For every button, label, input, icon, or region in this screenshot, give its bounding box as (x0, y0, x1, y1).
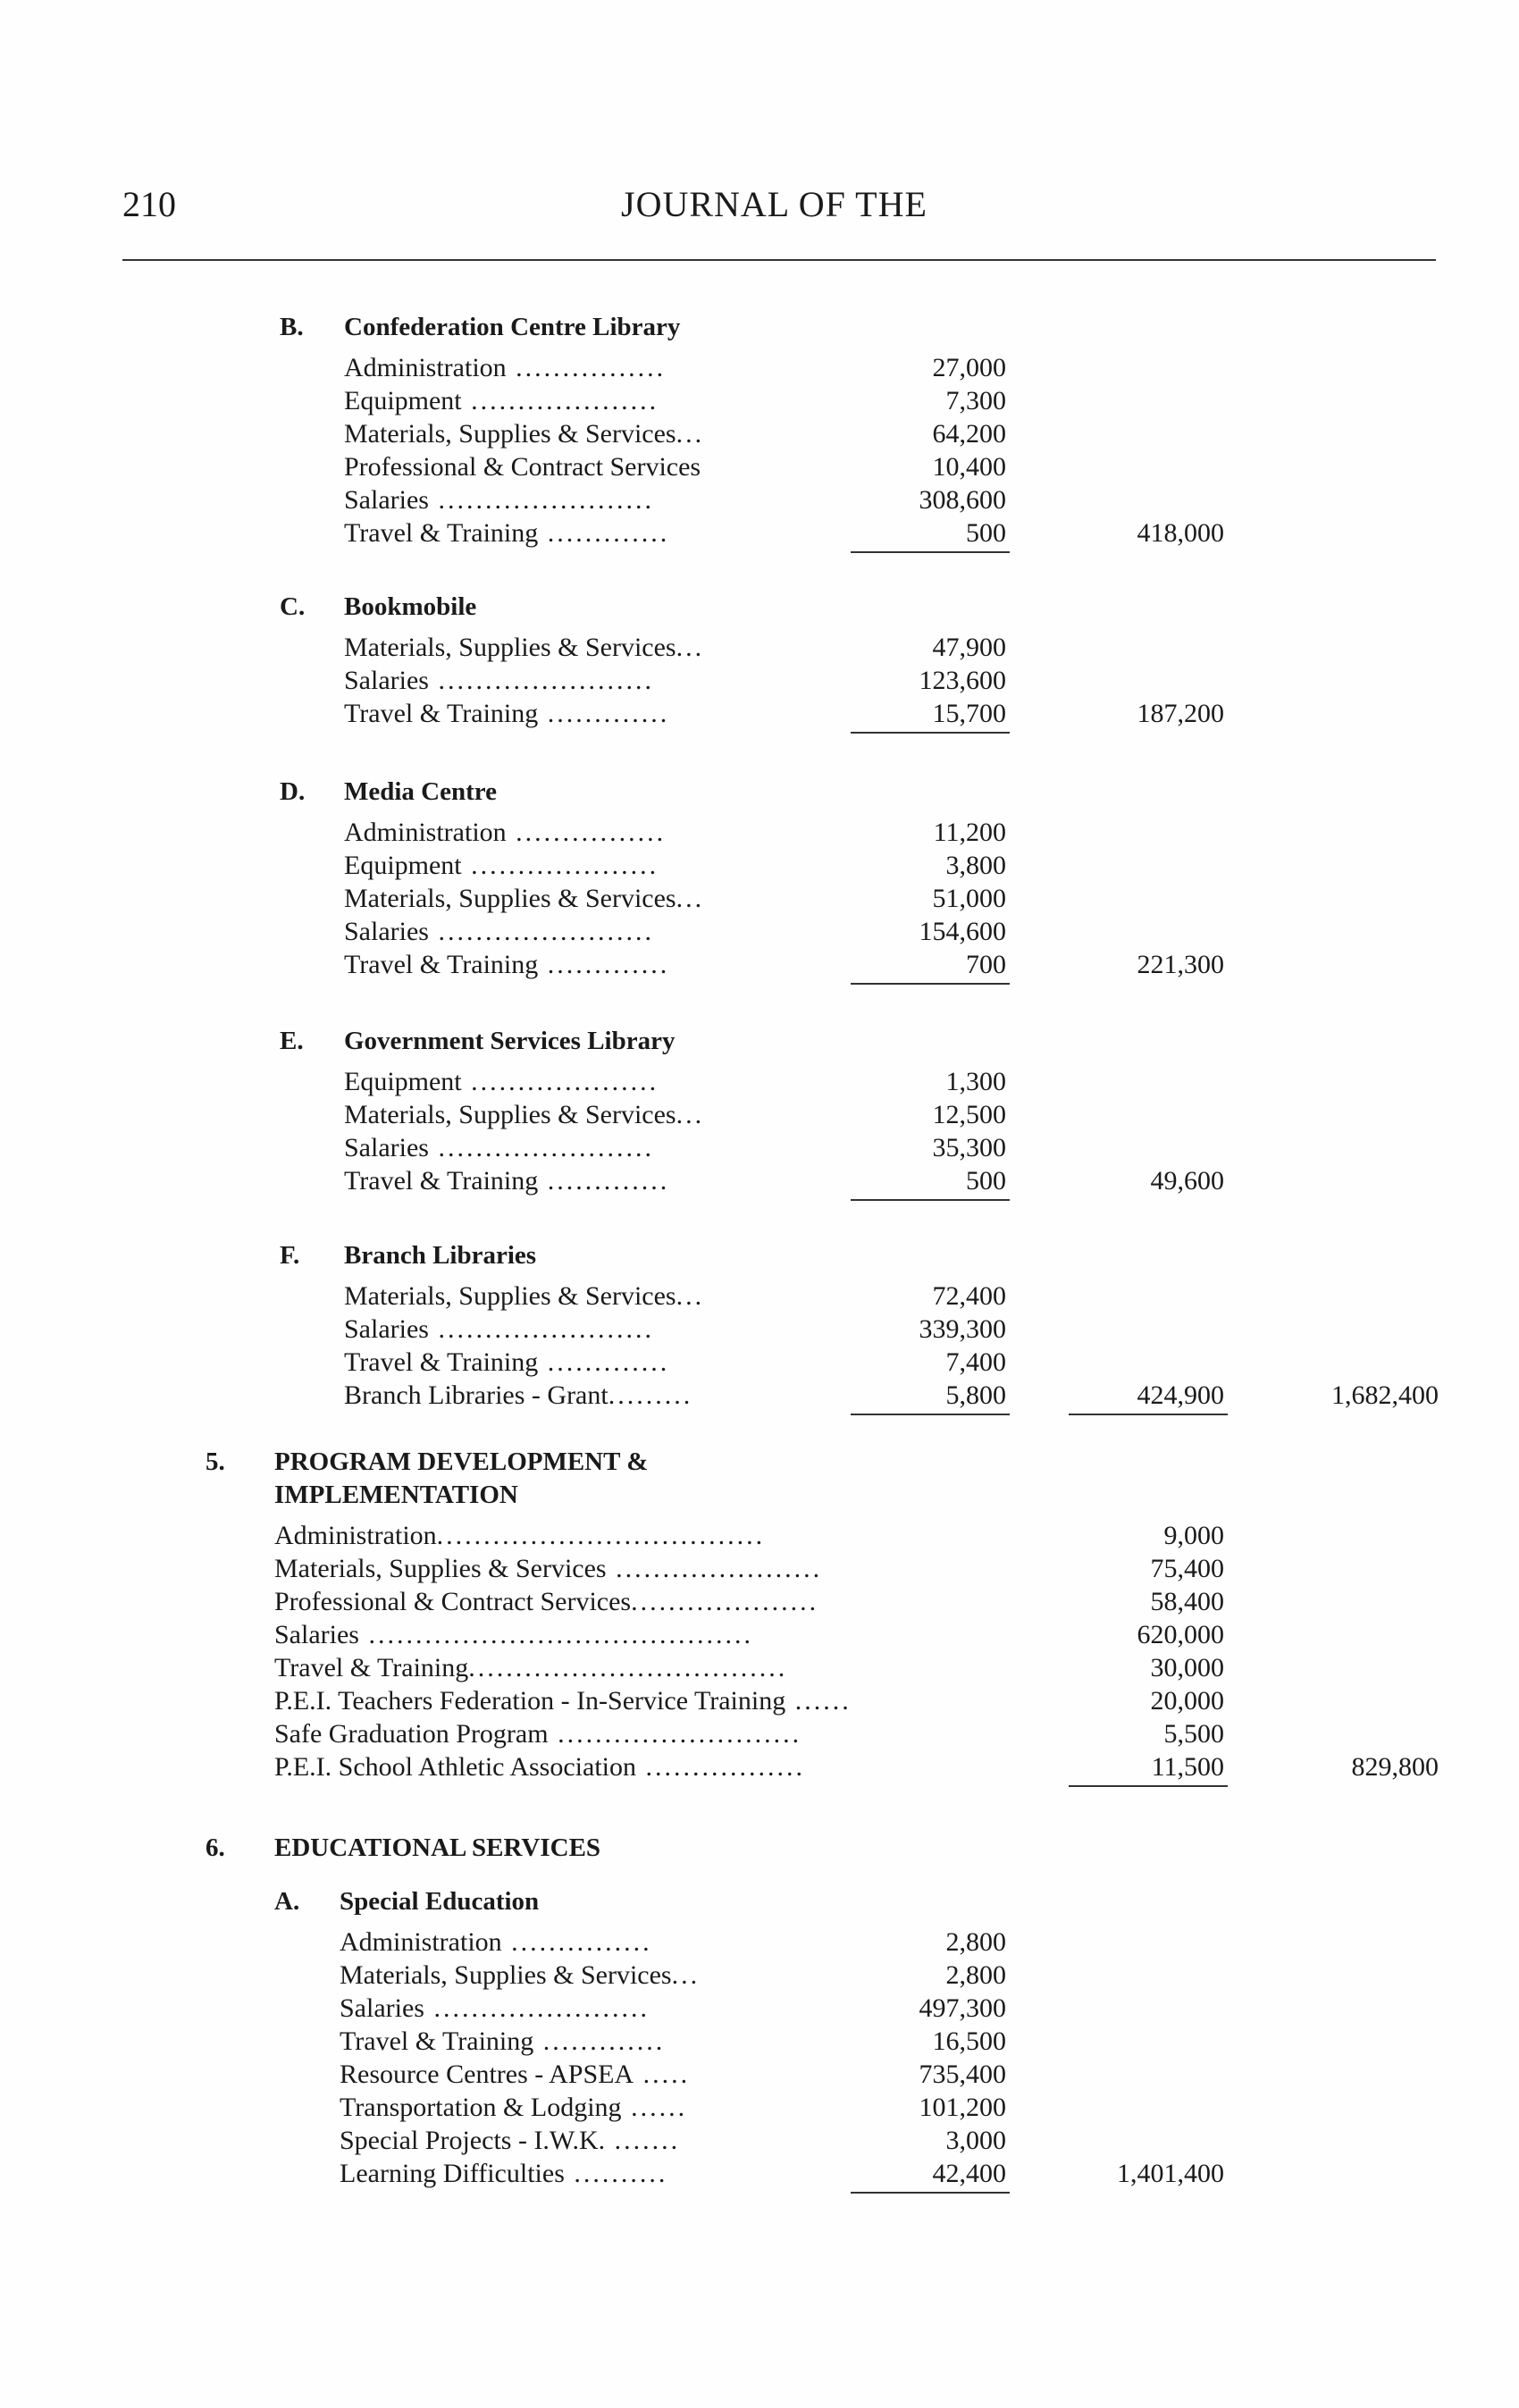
item-amount: 339,300 (919, 1314, 1006, 1344)
table-row (0, 1832, 1519, 1865)
table-row (0, 1098, 1519, 1131)
section-subtotal: 49,600 (1150, 1166, 1224, 1196)
subtotal-rule (851, 1199, 1010, 1201)
item-label-text: Travel & Training (344, 518, 539, 548)
table-row (0, 1885, 1519, 1918)
item-amount: 35,300 (932, 1133, 1006, 1162)
table-row (0, 1651, 1519, 1684)
subtotal-rule (1069, 1785, 1228, 1787)
item-amount: 500 (966, 1166, 1006, 1196)
item-label-text: Equipment (344, 386, 462, 415)
item-label (344, 1131, 782, 1164)
item-amount: 75,400 (1150, 1554, 1224, 1583)
table-row (0, 1379, 1519, 1412)
section-heading (0, 591, 1519, 624)
leader-dots: ............. (538, 950, 670, 979)
table-row (0, 1926, 1519, 1959)
item-label-text: Salaries (340, 1993, 424, 2023)
table-row (0, 816, 1519, 849)
leader-dots: ... (676, 884, 705, 913)
table-row (0, 450, 1519, 483)
section-title: EDUCATIONAL SERVICES (274, 1833, 601, 1862)
leader-dots: ............. (533, 2026, 666, 2056)
table-row (0, 1585, 1519, 1618)
item-label (344, 384, 782, 417)
item-label (274, 1717, 1007, 1750)
item-label (344, 351, 782, 384)
table-row (0, 384, 1519, 417)
group-total: 1,682,400 (1331, 1380, 1439, 1410)
item-label-text: Materials, Supplies & Services (340, 1960, 672, 1990)
table-row (0, 2124, 1519, 2157)
item-amount: 123,600 (919, 666, 1006, 695)
item-label (344, 882, 782, 915)
table-row (0, 1280, 1519, 1313)
section-title: Government Services Library (344, 1027, 676, 1055)
item-label-text: Special Projects - I.W.K. (340, 2126, 606, 2155)
item-label (344, 1098, 782, 1131)
leader-dots: .................... (631, 1587, 819, 1616)
table-row (0, 1131, 1519, 1164)
section-letter: A. (274, 1887, 300, 1916)
item-label (344, 1280, 782, 1313)
item-label (340, 1926, 782, 1959)
leader-dots: ... (676, 1100, 705, 1129)
item-label (344, 1065, 782, 1098)
table-row (0, 697, 1519, 730)
item-label-text: Administration (340, 1927, 502, 1957)
table-row (0, 1479, 1519, 1512)
leader-dots: ................. (636, 1752, 805, 1782)
item-amount: 101,200 (919, 2093, 1006, 2122)
item-label-text: Transportation & Lodging (340, 2093, 622, 2122)
leader-dots: ............. (538, 699, 670, 728)
item-amount: 3,800 (945, 851, 1006, 880)
item-label (340, 2124, 782, 2157)
item-label (344, 849, 782, 882)
item-label-text: Materials, Supplies & Services (344, 633, 676, 662)
item-label-text: Travel & Training (344, 1347, 539, 1377)
item-label (344, 483, 782, 516)
section-heading (0, 776, 1519, 809)
group-total: 829,800 (1351, 1752, 1439, 1782)
item-label-text: Salaries (344, 485, 429, 515)
subtotal-rule (851, 2192, 1010, 2194)
item-amount: 5,500 (1163, 1719, 1224, 1749)
item-amount: 64,200 (932, 419, 1006, 449)
item-label-text: Materials, Supplies & Services (344, 884, 676, 913)
leader-dots: ......... (608, 1380, 693, 1410)
table-row (0, 2058, 1519, 2091)
table-row (0, 2157, 1519, 2190)
item-label-text: Administration (344, 353, 507, 382)
page-number: 210 (122, 184, 176, 224)
item-label-text: Travel & Training (344, 1166, 539, 1196)
item-label (344, 664, 782, 697)
section-heading (0, 1025, 1519, 1058)
table-row (0, 1684, 1519, 1717)
leader-dots: ............. (538, 518, 670, 548)
header-rule (122, 259, 1436, 261)
table-row (0, 664, 1519, 697)
item-amount: 700 (966, 950, 1006, 979)
subtotal-rule (851, 983, 1010, 985)
item-label-text: Professional & Contract Services (274, 1587, 632, 1616)
item-amount: 10,400 (932, 452, 1006, 482)
item-amount: 11,500 (1151, 1752, 1224, 1782)
leader-dots: ....... (605, 2126, 681, 2155)
table-row (0, 1959, 1519, 1992)
section-subtotal: 418,000 (1137, 518, 1224, 548)
leader-dots: ... (671, 1960, 701, 1990)
table-row (0, 948, 1519, 981)
section-letter: F. (280, 1241, 300, 1270)
item-label (340, 2157, 782, 2190)
item-label (340, 1959, 782, 1992)
total-rule (1069, 1414, 1228, 1415)
section-number: 6. (206, 1833, 225, 1862)
table-row (0, 417, 1519, 450)
leader-dots: ....................... (428, 1133, 654, 1162)
section-title: Bookmobile (344, 592, 477, 621)
item-label-text: Travel & Training (344, 699, 539, 728)
table-row (0, 882, 1519, 915)
section-number: 5. (206, 1447, 225, 1476)
table-row (0, 1717, 1519, 1750)
item-label (274, 1750, 1007, 1783)
leader-dots: ...... (621, 2093, 688, 2122)
table-row (0, 2025, 1519, 2058)
item-amount: 735,400 (919, 2060, 1006, 2089)
section-heading (0, 311, 1519, 344)
item-amount: 30,000 (1150, 1653, 1224, 1682)
item-amount: 27,000 (932, 353, 1006, 382)
item-label-text: Salaries (344, 1314, 429, 1344)
leader-dots: ... (676, 419, 705, 449)
item-label (274, 1651, 1007, 1684)
table-row (0, 1346, 1519, 1379)
section-letter: D. (280, 777, 306, 806)
item-label (344, 816, 782, 849)
table-row (0, 1552, 1519, 1585)
item-label-text: P.E.I. Teachers Federation - In-Service Training (274, 1686, 786, 1716)
table-row (0, 915, 1519, 948)
item-label-text: Materials, Supplies & Services (274, 1554, 607, 1583)
item-label (344, 1379, 782, 1412)
table-row (0, 1992, 1519, 2025)
table-row (0, 1519, 1519, 1552)
item-label-text: P.E.I. School Athletic Association (274, 1752, 636, 1782)
item-amount: 7,300 (945, 386, 1006, 415)
table-row (0, 483, 1519, 516)
table-row (0, 351, 1519, 384)
item-label-text: Resource Centres - APSEA (340, 2060, 634, 2089)
section-title: Special Education (340, 1887, 540, 1916)
item-amount: 58,400 (1150, 1587, 1224, 1616)
item-amount: 2,800 (945, 1927, 1006, 1957)
leader-dots: ................ (506, 818, 667, 847)
item-amount: 20,000 (1150, 1686, 1224, 1716)
leader-dots: ...... (785, 1686, 852, 1716)
journal-title: JOURNAL OF THE (621, 184, 927, 224)
leader-dots: ............. (538, 1347, 670, 1377)
item-amount: 308,600 (919, 485, 1006, 515)
leader-dots: .......... (564, 2159, 668, 2188)
section-letter: C. (280, 592, 306, 621)
table-row (0, 1164, 1519, 1197)
leader-dots: ...................... (606, 1554, 823, 1583)
section-heading (0, 1239, 1519, 1272)
section-title: Branch Libraries (344, 1241, 537, 1270)
table-row (0, 516, 1519, 550)
table-row (0, 1446, 1519, 1479)
item-label (344, 1346, 782, 1379)
table-row (0, 631, 1519, 664)
item-amount: 16,500 (932, 2026, 1006, 2056)
item-amount: 15,700 (932, 699, 1006, 728)
item-amount: 497,300 (919, 1993, 1006, 2023)
section-subtotal: 424,900 (1137, 1380, 1224, 1410)
item-label-text: Salaries (274, 1620, 359, 1649)
item-label-text: Travel & Training (344, 950, 539, 979)
item-label (344, 417, 782, 450)
section-title: Confederation Centre Library (344, 313, 681, 341)
item-label (274, 1585, 1007, 1618)
item-label (340, 1992, 782, 2025)
table-row (0, 2091, 1519, 2124)
leader-dots: ....................... (428, 1314, 654, 1344)
table-row (0, 1618, 1519, 1651)
page-header (0, 183, 1519, 228)
section-letter: E. (280, 1027, 304, 1055)
item-label (340, 2058, 782, 2091)
item-label (340, 2025, 782, 2058)
table-row (0, 849, 1519, 882)
item-label-text: Professional & Contract Services (344, 452, 701, 482)
leader-dots: ................ (506, 353, 667, 382)
item-label-text: Learning Difficulties (340, 2159, 565, 2188)
item-label-text: Salaries (344, 666, 429, 695)
section-subtotal: 1,401,400 (1117, 2159, 1224, 2188)
item-label-text: Branch Libraries - Grant (344, 1380, 608, 1410)
subtotal-rule (851, 551, 1010, 553)
item-label (344, 915, 782, 948)
leader-dots: ..... (634, 2060, 691, 2089)
item-label-text: Travel & Training (274, 1653, 469, 1682)
item-amount: 5,800 (945, 1380, 1006, 1410)
leader-dots: ... (676, 633, 705, 662)
item-label (344, 1313, 782, 1346)
leader-dots: .................................. (468, 1653, 788, 1682)
item-amount: 3,000 (945, 2126, 1006, 2155)
leader-dots: ....................... (424, 1993, 650, 2023)
item-label (344, 450, 782, 483)
leader-dots: ....................... (428, 917, 654, 946)
item-label-text: Salaries (344, 1133, 429, 1162)
item-amount: 72,400 (932, 1281, 1006, 1311)
leader-dots: ............... (501, 1927, 652, 1957)
section-subtotal: 221,300 (1137, 950, 1224, 979)
item-label (340, 2091, 782, 2124)
leader-dots: ......................................... (358, 1620, 753, 1649)
item-label-text: Travel & Training (340, 2026, 534, 2056)
leader-dots: ....................... (428, 485, 654, 515)
table-row (0, 1750, 1519, 1783)
item-label-text: Materials, Supplies & Services (344, 1100, 676, 1129)
item-label (344, 948, 782, 981)
item-label-text: Equipment (344, 851, 462, 880)
section-subtotal: 187,200 (1137, 699, 1224, 728)
leader-dots: .................... (461, 1067, 659, 1096)
item-amount: 42,400 (932, 2159, 1006, 2188)
section-title: PROGRAM DEVELOPMENT & (274, 1447, 649, 1476)
item-label-text: Safe Graduation Program (274, 1719, 549, 1749)
item-amount: 2,800 (945, 1960, 1006, 1990)
leader-dots: ... (676, 1281, 705, 1311)
item-label-text: Salaries (344, 917, 429, 946)
item-amount: 500 (966, 518, 1006, 548)
item-amount: 47,900 (932, 633, 1006, 662)
item-label-text: Administration (344, 818, 507, 847)
item-label-text: Materials, Supplies & Services (344, 419, 676, 449)
leader-dots: .................... (461, 386, 659, 415)
section-title: Media Centre (344, 777, 497, 806)
section-title-line2: IMPLEMENTATION (274, 1481, 518, 1509)
item-amount: 11,200 (933, 818, 1006, 847)
leader-dots: ....................... (428, 666, 654, 695)
leader-dots: .................... (461, 851, 659, 880)
item-label (344, 631, 782, 664)
item-label (344, 1164, 782, 1197)
item-amount: 1,300 (945, 1067, 1006, 1096)
section-letter: B. (280, 313, 304, 341)
item-label-text: Materials, Supplies & Services (344, 1281, 676, 1311)
item-label-text: Administration (274, 1521, 437, 1550)
item-amount: 12,500 (932, 1100, 1006, 1129)
leader-dots: .......................... (548, 1719, 802, 1749)
item-label (344, 516, 782, 550)
item-amount: 7,400 (945, 1347, 1006, 1377)
item-label (274, 1684, 1007, 1717)
item-label (274, 1519, 1007, 1552)
item-label (344, 697, 782, 730)
table-row (0, 1065, 1519, 1098)
item-amount: 9,000 (1163, 1521, 1224, 1550)
table-row (0, 1313, 1519, 1346)
item-label (274, 1618, 1007, 1651)
subtotal-rule (851, 732, 1010, 734)
leader-dots: ................................... (436, 1521, 766, 1550)
item-amount: 154,600 (919, 917, 1006, 946)
item-amount: 51,000 (932, 884, 1006, 913)
subtotal-rule (851, 1414, 1010, 1415)
item-amount: 620,000 (1137, 1620, 1224, 1649)
item-label (274, 1552, 1007, 1585)
item-label-text: Equipment (344, 1067, 462, 1096)
leader-dots: ............. (538, 1166, 670, 1196)
